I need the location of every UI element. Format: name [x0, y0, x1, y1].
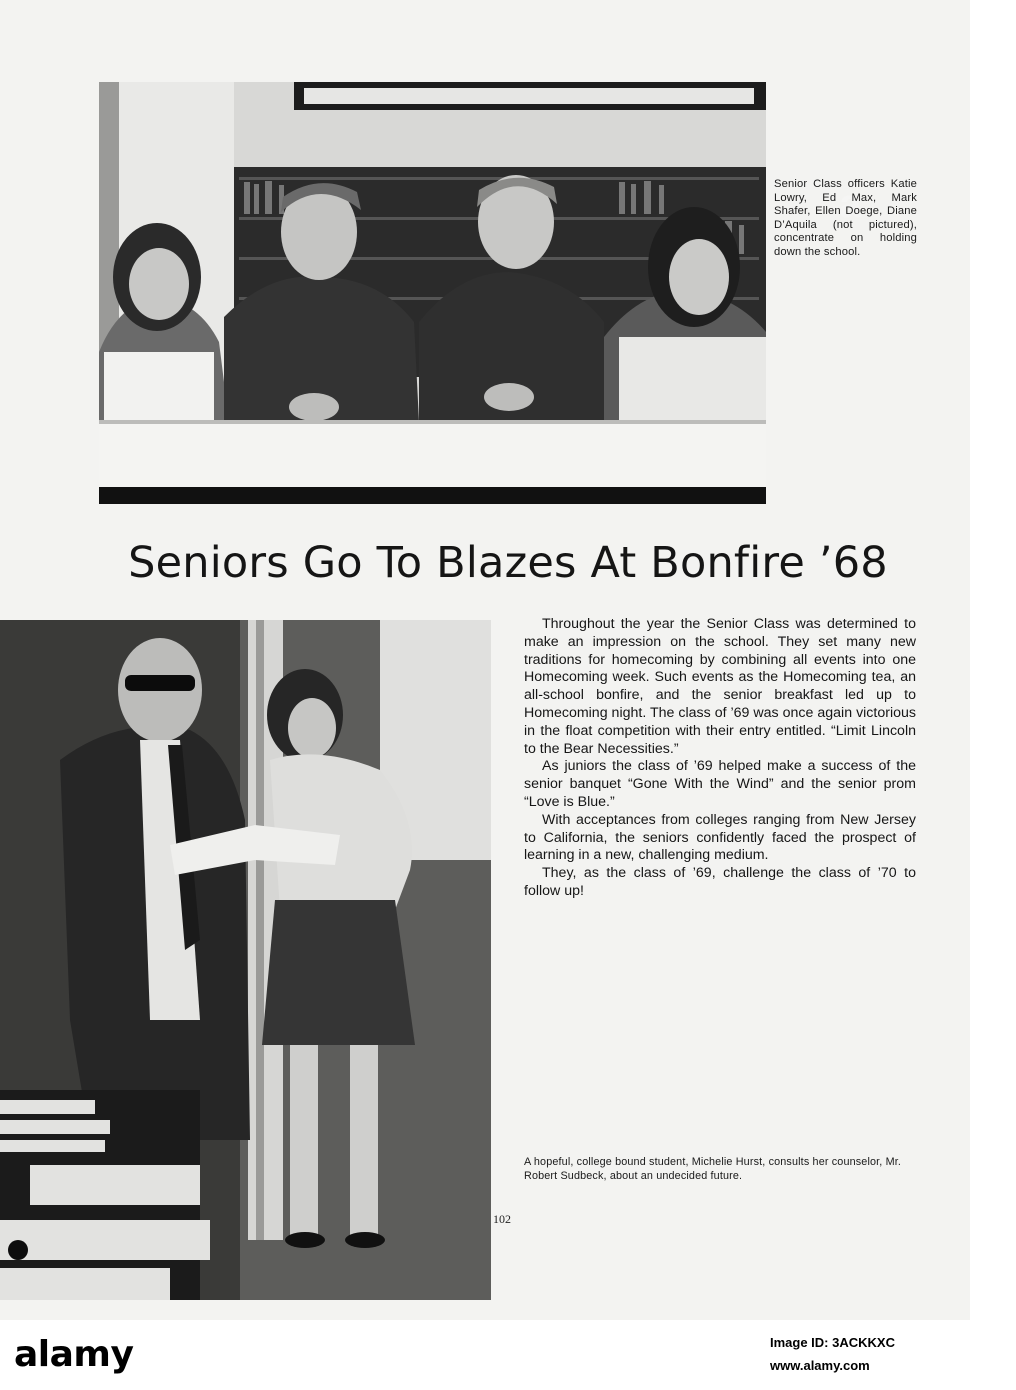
article-paragraph: They, as the class of ’69, challenge the class of ’70 to follow up!: [524, 865, 916, 899]
image-id-label: Image ID: 3ACKKXC: [770, 1335, 895, 1350]
counselor-caption: A hopeful, college bound student, Michelie Hurst, consults her counselor, Mr. Robert Sudbeck, about an undecided future.: [524, 1156, 902, 1182]
stock-watermark-footer: [0, 1320, 970, 1390]
counselor-photo: [0, 620, 491, 1300]
article-paragraph: As juniors the class of ’69 helped make a success of the senior banquet “Gone With the Wind” and the senior prom “Love is Blue.”: [524, 758, 916, 810]
senior-officers-caption: Senior Class officers Katie Lowry, Ed Max, Mark Shafer, Ellen Doege, Diane D’Aquila (not pictured), concentrate on holding down the school.: [774, 178, 917, 258]
alamy-logo: alamy: [14, 1334, 134, 1375]
article-paragraph: Throughout the year the Senior Class was determined to make an impression on the school. They set many new traditions for homecoming by combining all events into one Homecoming week. Such events as the Homecoming tea, an all-school bonfire, and the senior breakfast led up to Homecoming night. The class of ’69 was once again victorious in the float competition with their entry entitled. “Limit Lincoln to the Bear Necessities.”: [524, 616, 916, 757]
page-headline: Seniors Go To Blazes At Bonfire ’68: [128, 538, 888, 588]
article-paragraph: With acceptances from colleges ranging from New Jersey to California, the seniors confidently faced the prospect of learning in a new, challenging medium.: [524, 811, 916, 864]
counselor-illustration: [0, 620, 491, 1300]
senior-officers-illustration: [99, 82, 766, 504]
article-body: [524, 616, 916, 901]
page-number: 102: [493, 1212, 511, 1226]
site-url-label: www.alamy.com: [770, 1358, 870, 1373]
watermark-overlay: a: [839, 182, 862, 226]
